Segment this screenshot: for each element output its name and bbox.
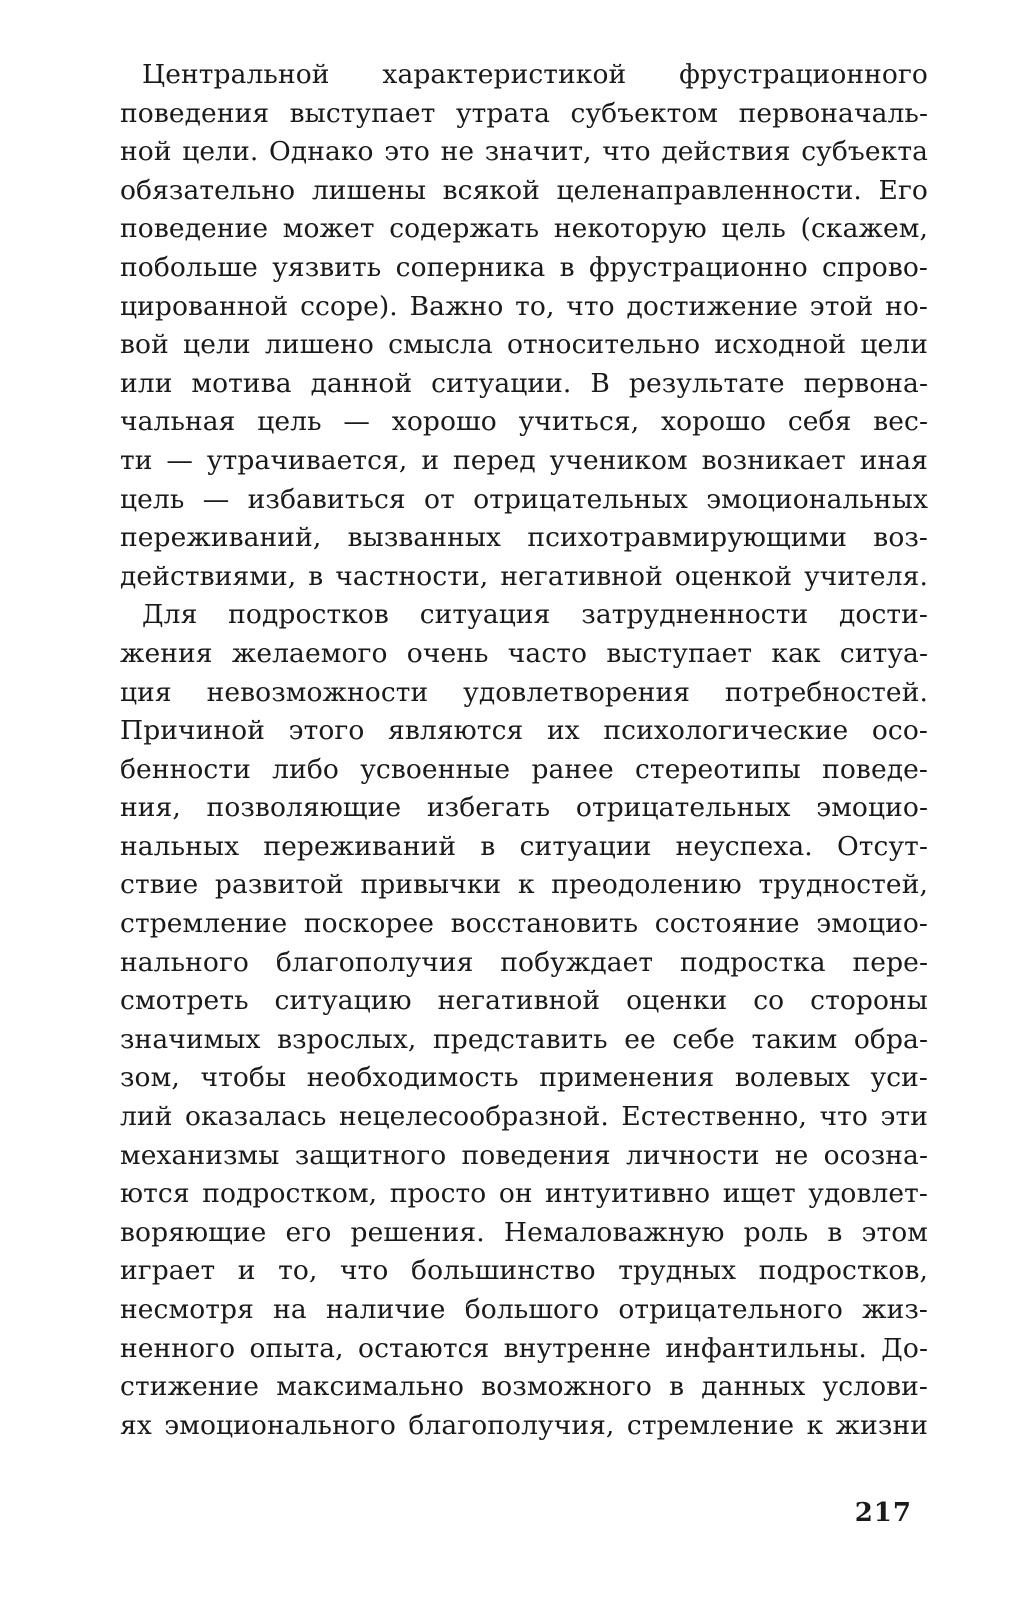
- text-line: жения желаемого очень часто выступает как ситуа-: [120, 637, 928, 669]
- text-line: поведения выступает утрата субъектом первоначаль-: [120, 97, 928, 129]
- text-line: Причиной этого являются их психологические осо-: [120, 715, 928, 747]
- text-line: поведение может содержать некоторую цель (скажем,: [120, 213, 928, 245]
- text-line: ния, позволяющие избегать отрицательных эмоцио-: [120, 792, 928, 824]
- page-number: 217: [854, 1498, 912, 1528]
- text-line: несмотря на наличие большого отрицательного жиз-: [120, 1294, 928, 1325]
- text-line: чальная цель — хорошо учиться, хорошо себя вес-: [120, 406, 928, 438]
- text-line: ях эмоционального благополучия, стремление к жизни: [120, 1409, 928, 1441]
- text-line: смотреть ситуацию негативной оценки со стороны: [120, 985, 928, 1017]
- text-line: воряющие его решения. Немаловажную роль в этом: [120, 1216, 928, 1248]
- text-line: нального благополучия побуждает подростка пере-: [120, 946, 928, 978]
- text-line: стижение максимально возможного в данных услови-: [120, 1371, 928, 1403]
- text-line: бенности либо усвоенные ранее стереотипы поведе-: [120, 753, 928, 785]
- text-line: цель — избавиться от отрицательных эмоциональных: [120, 483, 928, 515]
- text-line: ти — утрачивается, и перед учеником возникает иная: [120, 444, 928, 476]
- text-line: ются подростком, просто он интуитивно ищет удовлет-: [120, 1178, 928, 1210]
- text-line: или мотива данной ситуации. В результате первона-: [120, 367, 928, 399]
- text-line: лий оказалась нецелесообразной. Естественно, что эти: [120, 1101, 928, 1133]
- text-line: ция невозможности удовлетворения потребностей.: [120, 676, 928, 708]
- text-line: цированной ссоре). Важно то, что достижение этой но-: [120, 290, 928, 322]
- text-line: зом, чтобы необходимость применения волевых уси-: [120, 1062, 928, 1094]
- text-line: играет и то, что большинство трудных подростков,: [120, 1255, 928, 1287]
- text-line: ной цели. Однако это не значит, что действия субъекта: [120, 136, 928, 168]
- text-line: нальных переживаний в ситуации неуспеха. Отсут-: [120, 830, 928, 862]
- text-line: ствие развитой привычки к преодолению трудностей,: [120, 869, 928, 901]
- text-line: побольше уязвить соперника в фрустрационно спрово-: [120, 251, 928, 283]
- text-line: действиями, в частности, негативной оценкой учителя.: [120, 560, 928, 592]
- text-line: механизмы защитного поведения личности не осозна-: [120, 1139, 928, 1171]
- text-line: вой цели лишено смысла относительно исходной цели: [120, 329, 928, 361]
- text-line: переживаний, вызванных психотравмирующими воз-: [120, 522, 928, 554]
- text-line: значимых взрослых, представить ее себе таким обра-: [120, 1023, 928, 1055]
- text-line: стремление поскорее восстановить состояние эмоцио-: [120, 908, 928, 940]
- text-line: ненного опыта, остаются внутренне инфантильны. До-: [120, 1332, 928, 1364]
- text-line: Для подростков ситуация затрудненности дости-: [142, 599, 928, 631]
- text-line: Центральной характеристикой фрустрационного: [142, 59, 928, 90]
- body-text: [120, 56, 928, 1445]
- text-line: обязательно лишены всякой целенаправленности. Его: [120, 174, 928, 206]
